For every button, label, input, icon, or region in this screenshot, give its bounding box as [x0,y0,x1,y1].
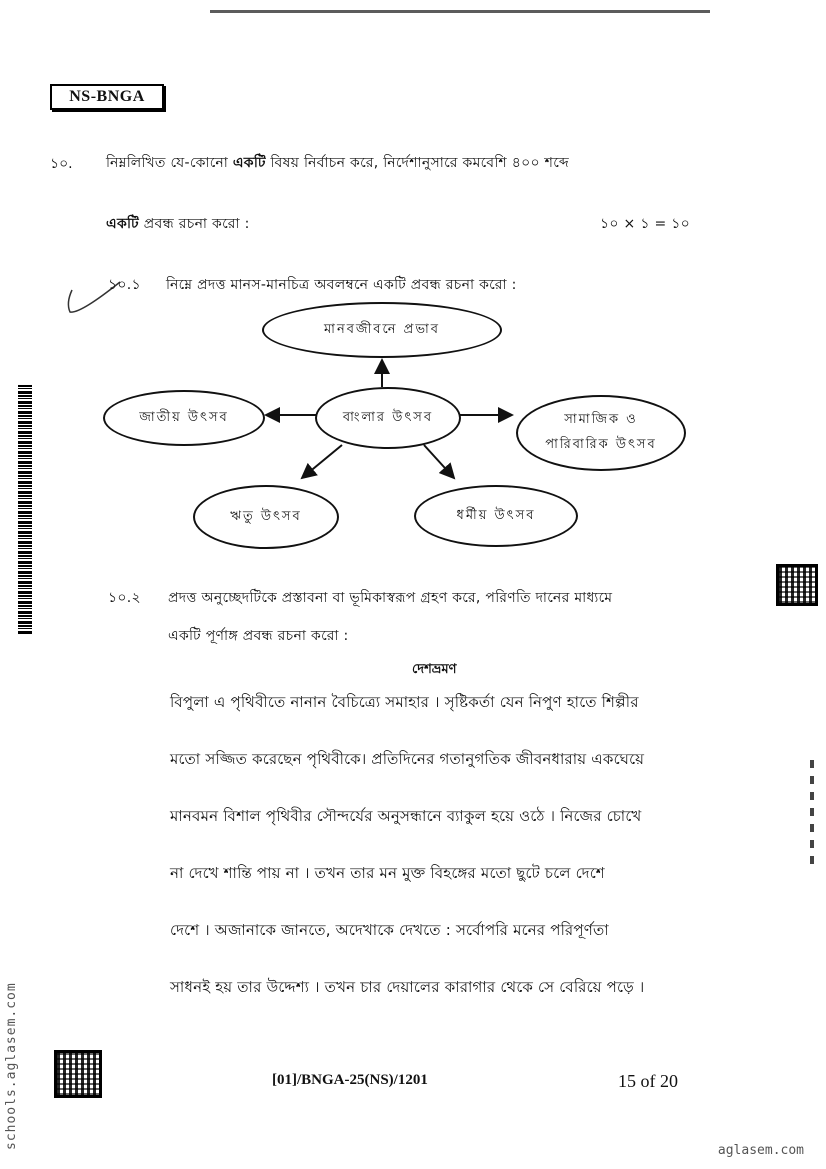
mind-map-node-left: জাতীয় উৎসব [103,390,265,446]
arrow-to-bottom-right [424,445,454,478]
mind-map-node-center: বাংলার উৎসব [315,387,461,449]
mind-map-connectors [0,0,826,560]
question-line-2: একটি প্রবন্ধ রচনা করো : [106,216,250,232]
site-watermark: aglasem.com [717,1143,804,1158]
question-line-1: নিম্নলিখিত যে-কোনো একটি বিষয় নির্বাচন করে, নির্দেশানুসারে কমবেশি ৪০০ শব্দে [106,155,569,171]
mind-map-node-right: সামাজিক ও পারিবারিক উৎসব [516,395,686,471]
passage-line: সাধনই হয় তার উদ্দেশ্য । তখন চার দেয়ালের কারাগার থেকে সে বেরিয়ে পড়ে । [170,978,645,996]
subquestion-1-text: নিম্নে প্রদত্ত মানস-মানচিত্র অবলম্বনে একটি প্রবন্ধ রচনা করো : [166,277,517,293]
arrow-to-bottom-left [302,445,342,478]
subquestion-2-number: ১০.২ [108,590,141,606]
passage-paragraph [170,692,730,1034]
passage-line: মতো সজ্জিত করেছেন পৃথিবীকে। প্রতিদিনের গতানুগতিক জীবনধারায় একঘেয়ে [170,750,645,768]
passage-line: না দেখে শান্তি পায় না । তখন তার মন মুক্ত বিহঙ্গের মতো ছুটে চলে দেশে [170,864,605,882]
mind-map-node-top: মানবজীবনে প্রভাব [262,302,502,358]
side-watermark: schools.aglasem.com [4,982,19,1150]
passage-line: মানবমন বিশাল পৃথিবীর সৌন্দর্যের অনুসন্ধানে ব্যাকুল হয়ে ওঠে । নিজের চোখে [170,807,642,825]
subquestion-2-line-1: প্রদত্ত অনুচ্ছেদটিকে প্রস্তাবনা বা ভূমিকাস্বরূপ গ্রহণ করে, পরিণতি দানের মাধ্যমে [168,590,613,606]
footer-paper-code: [01]/BNGA-25(NS)/1201 [272,1072,428,1088]
question-number: ১০. [50,156,73,172]
paper-code: NS-BNGA [69,88,145,105]
right-qr-code [776,564,818,606]
passage-heading: দেশভ্রমণ [412,662,457,677]
mind-map-node-bottom-left: ঋতু উৎসব [193,485,339,549]
subquestion-1-number: ১০.১ [108,277,141,293]
passage-line: দেশে । অজানাকে জানতে, অদেখাকে দেখতে : সর্বোপরি মনের পরিপূর্ণতা [170,921,609,939]
question-marks: ১০ × ১ = ১০ [600,216,691,232]
subquestion-2-line-2: একটি পূর্ণাঙ্গ প্রবন্ধ রচনা করো : [168,628,349,644]
passage-line: বিপুলা এ পৃথিবীতে নানান বৈচিত্র্যে সমাহার । সৃষ্টিকর্তা যেন নিপুণ হাতে শিল্পীর [170,693,639,711]
footer-page-number: 15 of 20 [618,1071,678,1091]
margin-dash-marks [810,760,814,870]
side-barcode [18,385,32,635]
mind-map-node-bottom-right: ধর্মীয় উৎসব [414,485,578,547]
bottom-qr-code [54,1050,102,1098]
